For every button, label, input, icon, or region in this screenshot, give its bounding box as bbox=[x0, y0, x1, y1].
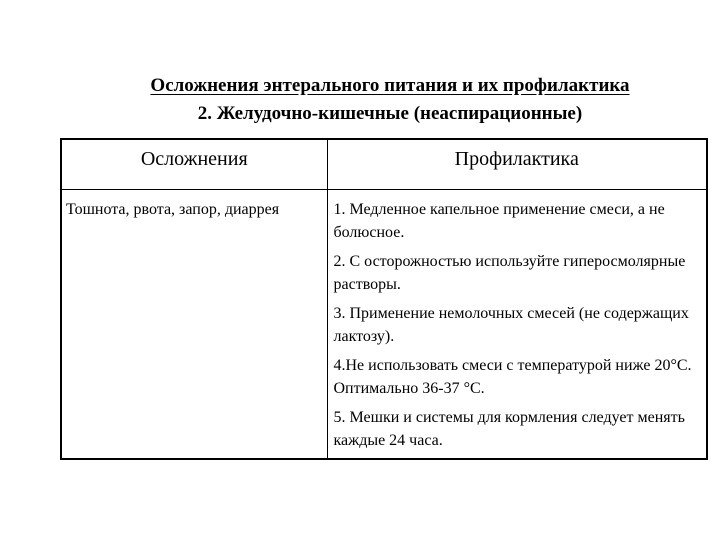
prevention-item: 1. Медленное капельное применение смеси, а не болюсное. bbox=[333, 200, 665, 241]
complications-table bbox=[60, 138, 708, 460]
table-header-row bbox=[61, 139, 707, 189]
prevention-item: 4.Не использовать смеси с температурой ниже 20°С. Оптимально 36-37 °С. bbox=[333, 356, 692, 397]
prevention-cell bbox=[327, 189, 707, 459]
table-row bbox=[61, 189, 707, 459]
prevention-item: 2. С осторожностью используйте гиперосмолярные растворы. bbox=[333, 252, 686, 293]
title-subtitle: 2. Желудочно-кишечные (неаспирационные) bbox=[197, 103, 583, 124]
title-main: Осложнения энтерального питания и их профилактика bbox=[150, 75, 630, 96]
prevention-item: 3. Применение немолочных смесей (не содержащих лактозу). bbox=[333, 304, 689, 345]
prevention-item: 5. Мешки и системы для кормления следует менять каждые 24 часа. bbox=[333, 408, 685, 449]
header-complications: Осложнения bbox=[61, 139, 327, 189]
header-prevention: Профилактика bbox=[327, 139, 707, 189]
complication-cell: Тошнота, рвота, запор, диаррея bbox=[61, 189, 327, 459]
slide-title bbox=[60, 72, 720, 128]
